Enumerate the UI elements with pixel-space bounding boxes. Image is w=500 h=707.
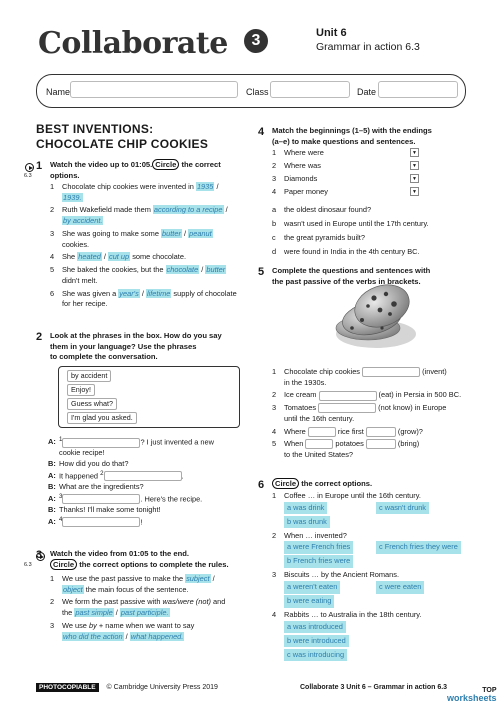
exercise-1-items: [50, 182, 250, 310]
list-item: 1 Coffee … in Europe until the 16th century.: [272, 491, 421, 500]
video-ref: 6.3: [24, 173, 32, 179]
answer-blank[interactable]: [366, 427, 396, 437]
answer-blank[interactable]: [62, 494, 140, 504]
option[interactable]: cut up: [109, 252, 130, 262]
answer-blank[interactable]: [366, 439, 396, 449]
option[interactable]: 1935: [196, 182, 214, 191]
list-item: 4 Paper money: [272, 187, 328, 196]
dialogue-line: A: $^1$ ? I just invented a new: [48, 436, 214, 447]
list-item: 3 Tomatoes (not know) in Europe until the 16th century.: [272, 403, 447, 423]
list-item: 2 Where was: [272, 161, 321, 170]
match-right-list: [272, 205, 482, 261]
date-label: Date: [357, 87, 377, 97]
cookies-image: [328, 268, 424, 358]
page-subtitle: Grammar in action 6.3: [316, 41, 420, 53]
dialogue-line: B: Thanks! I'll make some tonight!: [48, 504, 161, 514]
option[interactable]: year's: [119, 288, 139, 298]
option[interactable]: heated: [78, 252, 101, 262]
phrase-chip: Enjoy!: [67, 384, 95, 396]
option[interactable]: a were French fries: [284, 541, 353, 553]
video-play-icon[interactable]: [25, 163, 34, 172]
list-item: 1 Where were: [272, 148, 324, 157]
footer-right: [300, 683, 447, 693]
phrase-chip: I'm glad you asked.: [67, 412, 137, 424]
option[interactable]: by accident.: [63, 216, 103, 226]
option[interactable]: c French fries they were: [376, 541, 461, 553]
list-item: 1 Chocolate chip cookies were invented in 1935 / 1939.: [50, 182, 219, 202]
dialogue-line: A: $^3$ . Here's the recipe.: [48, 492, 203, 504]
option[interactable]: b was drunk: [284, 516, 330, 528]
list-item: 4 Rabbits … to Australia in the 18th century.: [272, 610, 422, 620]
exercise-3-number: 3: [36, 549, 43, 561]
exercise-3-instruction: Watch the video from 01:05 to the end. Circle the correct options to complete the rules.: [50, 549, 229, 569]
exercise-6-instruction: Circle the correct options.: [272, 479, 472, 490]
option[interactable]: butter: [162, 228, 181, 238]
phrase-chip: Guess what?: [67, 398, 117, 410]
dialogue-line: B: What are the ingredients?: [48, 481, 144, 491]
list-item: 2 Ruth Wakefield made them according to a recipe / by accident.: [50, 205, 228, 226]
option[interactable]: c were eaten: [376, 581, 424, 593]
list-item: 5 She baked the cookies, but the chocolate / butter didn't melt.: [50, 265, 226, 285]
option[interactable]: according to a recipe: [153, 205, 223, 215]
list-item: 3 Biscuits … by the Ancient Romans.: [272, 570, 400, 580]
option[interactable]: a was drink: [284, 502, 327, 514]
list-item: 2 When … invented?: [272, 530, 347, 540]
exercise-5-number: 5: [258, 266, 265, 278]
dialogue: [48, 436, 258, 528]
name-label: Name: [46, 87, 71, 97]
list-item: 1 We use the past passive to make the subject / object the main focus of the sentence.: [50, 574, 215, 594]
answer-blank[interactable]: [62, 438, 140, 448]
list-item: 4 She heated / cut up some chocolate.: [50, 252, 187, 262]
option[interactable]: 1939.: [63, 192, 82, 202]
dialogue-line: A: $^4$ !: [48, 515, 143, 527]
exercise-6-items: [272, 491, 497, 663]
list-item: a the oldest dinosaur found?: [272, 205, 372, 214]
video-ref: 6.3: [24, 562, 32, 568]
option[interactable]: b were introduced: [284, 635, 349, 647]
exercise-1-number: 1: [36, 160, 43, 172]
match-left-list: [272, 148, 422, 200]
answer-blank[interactable]: [62, 517, 140, 527]
list-item: c the great pyramids built?: [272, 233, 365, 242]
phrase-chip: by accident: [67, 370, 111, 382]
list-item: 1 Chocolate chip cookies (invent) in the 1930s.: [272, 367, 447, 387]
brand-number-badge: 3: [244, 29, 268, 53]
class-label: Class: [246, 87, 269, 97]
name-field[interactable]: [70, 81, 238, 98]
match-dropdown[interactable]: ▼: [410, 174, 419, 183]
answer-blank[interactable]: [319, 391, 377, 401]
list-item: 2 Ice cream (eat) in Persia in 500 BC.: [272, 390, 462, 400]
answer-blank[interactable]: [308, 427, 336, 437]
copyright: © Cambridge University Press 2019: [106, 684, 218, 691]
list-item: d were found in India in the 4th century BC.: [272, 247, 420, 256]
match-dropdown[interactable]: ▼: [410, 148, 419, 157]
dialogue-line: B: How did you do that?: [48, 458, 129, 468]
list-item: 4 Where rice first (grow)?: [272, 426, 423, 436]
list-item: 3 She was going to make some butter / peanut cookies.: [50, 228, 212, 249]
answer-blank[interactable]: [318, 403, 376, 413]
match-dropdown[interactable]: ▼: [410, 187, 419, 196]
exercise-2-instruction: Look at the phrases in the box. How do you say them in your language? Use the phrases to complete the conversation.: [50, 331, 222, 362]
exercise-1-instruction: Watch the video up to 01:05. Circle the correct options.: [50, 160, 221, 180]
class-field[interactable]: [270, 81, 350, 98]
option[interactable]: peanut: [189, 228, 212, 238]
answer-blank[interactable]: [305, 439, 333, 449]
exercise-5-instruction: Complete the questions and sentences with the past passive of the verbs in brackets.: [272, 266, 431, 286]
answer-blank[interactable]: [362, 367, 420, 377]
option[interactable]: b were eating: [284, 595, 334, 607]
list-item: 2 We form the past passive with was/were (not) and the past simple / past participle.: [50, 597, 226, 618]
answer-blank[interactable]: [104, 471, 182, 481]
dialogue-line: cookie recipe!: [59, 448, 105, 458]
list-item: 3 We use by + name when we want to say who did the action / what happened.: [50, 620, 195, 641]
match-dropdown[interactable]: ▼: [410, 161, 419, 170]
option[interactable]: b French fries were: [284, 555, 353, 567]
exercise-4-instruction: Match the beginnings (1–5) with the endings (a–e) to make questions and sentences.: [272, 126, 432, 146]
brand-logo: Collaborate: [38, 26, 228, 61]
option[interactable]: a weren't eaten: [284, 581, 340, 593]
option[interactable]: butter: [206, 265, 226, 275]
footer-left: [36, 683, 218, 693]
exercise-3-items: [50, 574, 260, 642]
list-item: b wasn't used in Europe until the 17th century.: [272, 219, 429, 228]
option[interactable]: a was introduced: [284, 621, 346, 633]
footer-title: Collaborate 3 Unit 6 – Grammar in action 6.3: [300, 684, 448, 691]
option[interactable]: lifetime: [146, 288, 171, 298]
exercise-4-number: 4: [258, 126, 265, 138]
exercise-5-items: [272, 367, 487, 461]
list-item: 6 She was given a year's / lifetime supply of chocolate for her recipe.: [50, 288, 237, 309]
unit-title: Unit 6: [316, 27, 347, 39]
list-item: 5 When potatoes (bring) to the United States?: [272, 439, 420, 460]
watermark: TOP worksheets: [447, 687, 497, 703]
exercise-6-number: 6: [258, 479, 265, 491]
date-field[interactable]: [378, 81, 458, 98]
exercise-2-number: 2: [36, 331, 43, 343]
list-item: 3 Diamonds: [272, 174, 318, 183]
option[interactable]: chocolate: [166, 265, 199, 275]
worksheet-title: BEST INVENTIONS: CHOCOLATE CHIP COOKIES: [36, 122, 209, 151]
photocopiable-badge: PHOTOCOPIABLE: [36, 683, 99, 692]
option[interactable]: c was introducing: [284, 649, 347, 661]
option[interactable]: c wasn't drunk: [376, 502, 429, 514]
dialogue-line: A: It happened $^2$ .: [48, 469, 184, 481]
